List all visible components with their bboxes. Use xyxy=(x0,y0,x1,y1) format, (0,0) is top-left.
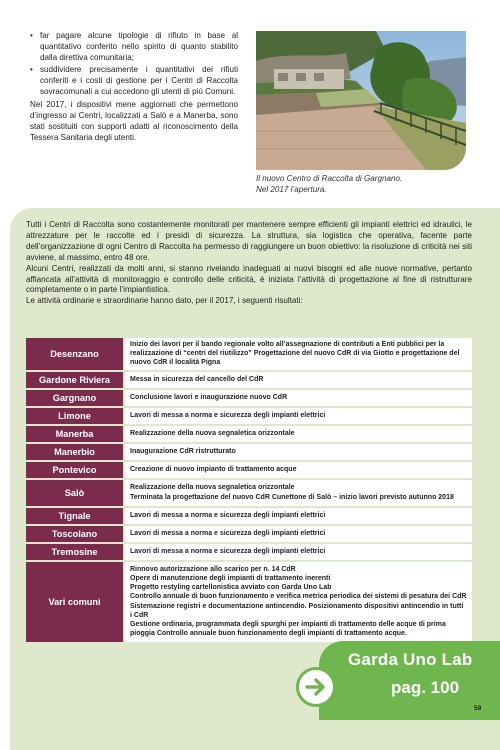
location-cell: Desenzano xyxy=(26,338,123,370)
location-cell: Limone xyxy=(26,408,123,424)
intro-paragraph: Nel 2017, i dispositivi mene aggiornati che permettono d’ingresso ai Centri, localizzati a Salò e a Manerba, sono stati sostituiti con supporti adatti al riconoscimento della Tessera Sanitaria degli utenti. xyxy=(30,99,238,142)
panel-text-block xyxy=(26,220,472,307)
lab-title: Garda Uno Lab xyxy=(348,650,473,669)
table-row xyxy=(26,408,472,424)
location-cell: Toscolano xyxy=(26,526,123,542)
location-cell: Manerbio xyxy=(26,444,123,460)
activity-cell: Realizzazione della nuova segnaletica orizzontale Terminata la progettazione del nuovo CdR Cunettone di Salò – inizio lavori previsto autunno 2018 xyxy=(123,480,472,506)
location-cell: Tignale xyxy=(26,508,123,524)
results-table xyxy=(26,336,472,644)
intro-bullet-list xyxy=(30,30,238,98)
table-row xyxy=(26,526,472,542)
location-cell: Vari comuni xyxy=(26,562,123,642)
location-cell: Tremosine xyxy=(26,544,123,560)
activity-cell: Lavori di messa a norma e sicurezza degli impianti elettrici xyxy=(123,508,472,524)
activity-cell: Inizio dei lavori per il bando regionale volto all’assegnazione di contributi a Enti pubblici per la realizzazione di “centri del riutilizzo” Progettazione del nuovo CdR di via Giotto e progettazione del nuovo CdR il località Pigna xyxy=(123,338,472,370)
panel-paragraph: Tutti i Centri di Raccolta sono costantemente monitorati per mantenere sempre efficienti gli impianti elettrici ed idraulici, le attrezzature per le raccolte ed i presidi di sicurezza. La struttura, sia logistica che operativa, facente parte dell’organizzazione di ogni Centro di Raccolta ha permesso di raggiungere un buon obiettivo: la risoluzione di criticità nei siti avviene, al massimo, entro 48 ore. xyxy=(26,220,472,262)
activity-cell: Lavori di messa a norma e sicurezza degli impianti elettrici xyxy=(123,544,472,560)
bullet-icon: • xyxy=(30,65,33,75)
photo-illustration xyxy=(256,31,466,170)
activity-cell: Inaugurazione CdR ristrutturato xyxy=(123,444,472,460)
arrow-right-icon[interactable] xyxy=(296,667,336,707)
photo-caption: Il nuovo Centro di Raccolta di Gargnano. Nel 2017 l’apertura. xyxy=(256,174,403,194)
activity-cell: Lavori di messa a norma e sicurezza degli impianti elettrici xyxy=(123,526,472,542)
intro-text-block xyxy=(30,30,238,143)
page-number: 59 xyxy=(474,705,482,712)
table-row xyxy=(26,508,472,524)
table-row xyxy=(26,338,472,370)
location-cell: Salò xyxy=(26,480,123,506)
list-item: • suddividere precisamente i quantitativi dei rifiuti conferiti e i costi di gestione per i Centri di Raccolta sovracomunali a cui accedono gli utenti di più Comuni. xyxy=(30,65,238,97)
table-row xyxy=(26,426,472,442)
table-row xyxy=(26,372,472,388)
table-row xyxy=(26,562,472,642)
table-row xyxy=(26,462,472,478)
activity-cell: Conclusione lavori e inaugurazione nuovo CdR xyxy=(123,390,472,406)
location-cell: Gardone Riviera xyxy=(26,372,123,388)
arrow-right-glyph xyxy=(304,675,328,699)
panel-paragraph: Le attività ordinarie e straordinarie hanno dato, per il 2017, i seguenti risultati: xyxy=(26,296,303,306)
location-cell: Gargnano xyxy=(26,390,123,406)
recycling-center-photo xyxy=(256,31,466,170)
bullet-icon: • xyxy=(30,31,33,40)
panel-paragraph: Alcuni Centri, realizzati da molti anni, si stanno rivelando inadeguati ai nuovi bisogni ed alle nuove normative, pertanto affiancata all’attività di monitoraggio e controllo delle criticità, è iniziata l’attività di progettazione al fine di ristrutturare completamente o in parte l’impiantistica. xyxy=(26,263,472,295)
lab-page-reference[interactable]: pag. 100 xyxy=(391,678,460,697)
table-row xyxy=(26,544,472,560)
location-cell: Pontevico xyxy=(26,462,123,478)
list-item: • far pagare alcune tipologie di rifiuto in base al quantitativo conferito nello spirito di quanto stabilito dalla direttiva comunitaria; xyxy=(30,31,238,63)
activity-cell: Creazione di nuovo impianto di trattamento acque xyxy=(123,462,472,478)
table-row xyxy=(26,480,472,506)
activity-cell: Rinnovo autorizzazione allo scarico per n. 14 CdR Opere di manutenzione degli impianti di trattamento inerenti Progetto restyling cartellonistica avviato con Garda Uno Lab Controllo annuale di buon funzionamento e verifica metrica periodica dei sistemi di pesatura dei CdR Sistemazione registri e documentazione antincendio. Posizionamento dispositivi antincendio in tutti i CdR Gestione ordinaria, programmata degli spurghi per impianti di trattamento delle acque di prima pioggia Controllo annuale buon funzionamento degli impianti di trattamento acque. xyxy=(123,562,472,642)
activity-cell: Lavori di messa a norma e sicurezza degli impianti elettrici xyxy=(123,408,472,424)
location-cell: Manerba xyxy=(26,426,123,442)
table-row xyxy=(26,390,472,406)
activity-cell: Messa in sicurezza del cancello del CdR xyxy=(123,372,472,388)
activity-cell: Realizzazione della nuova segnaletica orizzontale xyxy=(123,426,472,442)
table-row xyxy=(26,444,472,460)
